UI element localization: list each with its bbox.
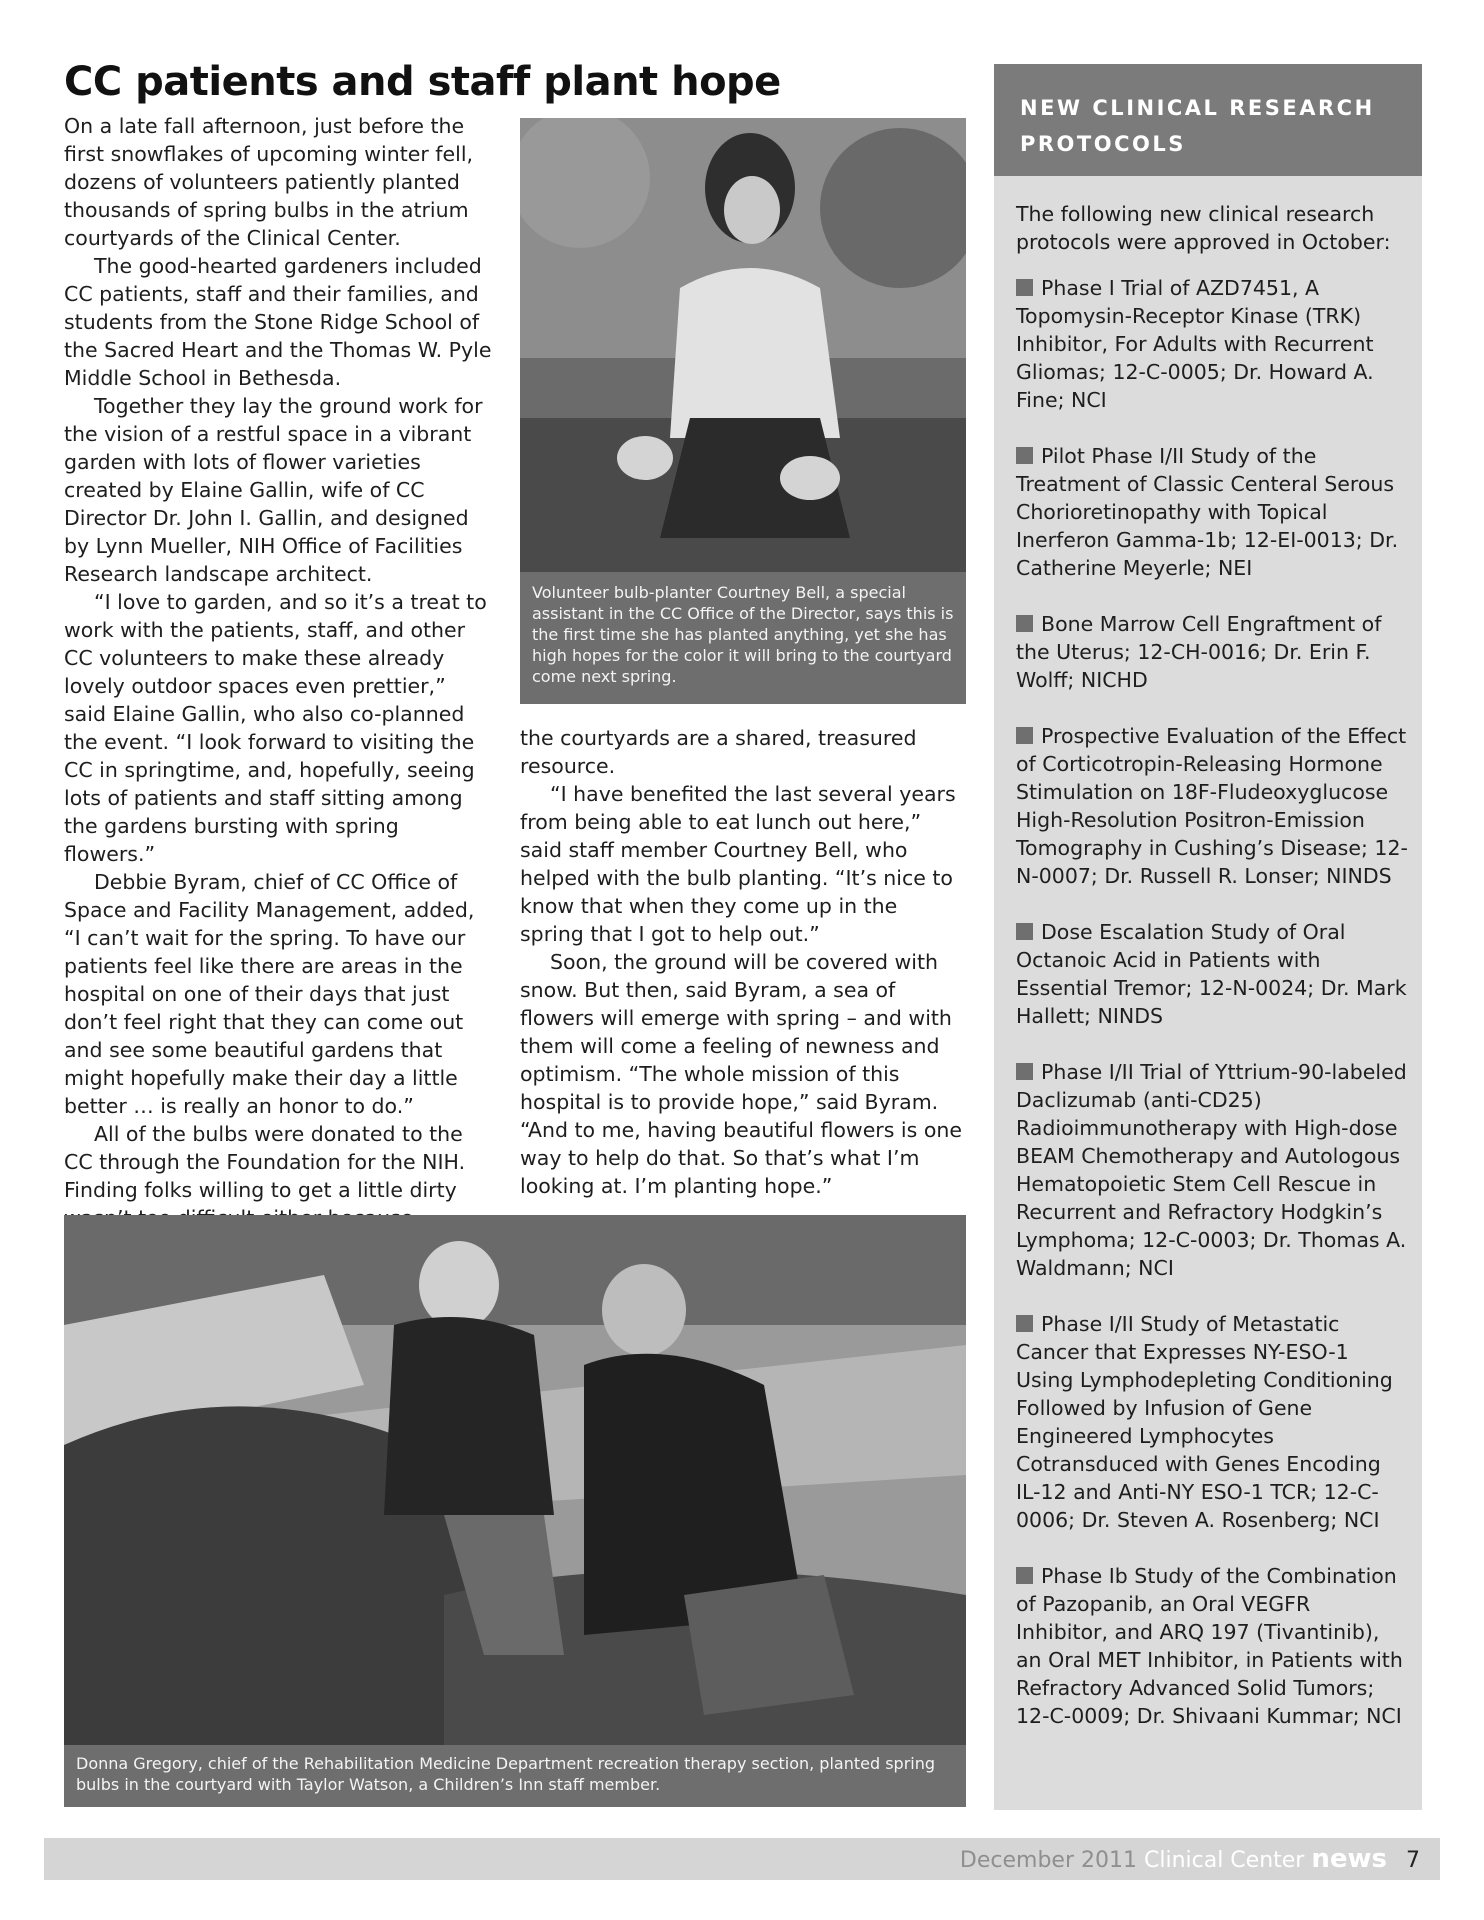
protocol-text: Bone Marrow Cell Engraftment of the Uterus; 12-CH-0016; Dr. Erin F. Wolff; NICHD xyxy=(1016,612,1382,692)
photo-volunteer-planting xyxy=(520,118,966,572)
article-paragraph: Debbie Byram, chief of CC Office of Space and Facility Management, added, “I can’t wait for the spring. To have our patients feel like there are areas in the hospital on one of their days that just don’t feel right that they can come out and see some beautiful gardens that might hopefully make their day a little better … is really an honor to do.” xyxy=(64,870,475,1118)
footer-date: December 2011 xyxy=(959,1848,1137,1873)
article-paragraph: “I love to garden, and so it’s a treat to work with the patients, staff, and other CC volunteers to make these already lovely outdoor spaces even prettier,” said Elaine Gallin, who also co-planned the event. “I look forward to visiting the CC in springtime, and, hopefully, seeing lots of patients and staff sitting among the gardens bursting with spring flowers.” xyxy=(64,590,487,866)
protocol-item xyxy=(1016,1562,1408,1730)
article-paragraph: Soon, the ground will be covered with snow. But then, said Byram, a sea of flowers will emerge with spring – and with them will come a feeling of newness and optimism. “The whole mission of this hospital is to provide hope,” said Byram. “And to me, having beautiful flowers is one way to help do that. So that’s what I’m looking at. I’m planting hope.” xyxy=(520,950,962,1198)
article-paragraph: “I have benefited the last several years from being able to eat lunch out here,” said staff member Courtney Bell, who helped with the bulb planting. “It’s nice to know that when they come up in the spring that I got to help out.” xyxy=(520,782,956,946)
protocol-text: Phase I Trial of AZD7451, A Topomysin-Receptor Kinase (TRK) Inhibitor, For Adults with Recurrent Gliomas; 12-C-0005; Dr. Howard A. Fine; NCI xyxy=(1016,276,1374,412)
protocol-text: Phase I/II Trial of Yttrium-90-labeled Daclizumab (anti-CD25) Radioimmunotherapy with High-dose BEAM Chemotherapy and Autologous Hematopoietic Stem Cell Rescue in Recurrent and Refractory Hodgkin’s Lymphoma; 12-C-0003; Dr. Thomas A. Waldmann; NCI xyxy=(1016,1060,1407,1280)
protocols-sidebar xyxy=(994,64,1422,1810)
square-bullet-icon xyxy=(1016,447,1033,464)
article-paragraph: On a late fall afternoon, just before the first snowflakes of upcoming winter fell, dozens of volunteers patiently planted thousands of spring bulbs in the atrium courtyards of the Clinical Center. xyxy=(64,114,474,250)
photo-illustration xyxy=(64,1215,966,1745)
square-bullet-icon xyxy=(1016,615,1033,632)
article-column-1 xyxy=(64,112,494,1232)
photo-caption-volunteer: Volunteer bulb-planter Courtney Bell, a special assistant in the CC Office of the Director, says this is the first time she has planted anything, yet she has high hopes for the color it will bring to the courtyard come next spring. xyxy=(520,572,966,704)
protocol-item xyxy=(1016,722,1408,890)
page-number: 7 xyxy=(1406,1848,1420,1873)
photo-courtyard-planting xyxy=(64,1215,966,1745)
photo-caption-courtyard: Donna Gregory, chief of the Rehabilitation Medicine Department recreation therapy section, planted spring bulbs in the courtyard with Taylor Watson, a Children’s Inn staff member. xyxy=(64,1745,966,1807)
square-bullet-icon xyxy=(1016,727,1033,744)
article-paragraph: The good-hearted gardeners included CC patients, staff and their families, and students from the Stone Ridge School of the Sacred Heart and the Thomas W. Pyle Middle School in Bethesda. xyxy=(64,254,492,390)
footer-publication: Clinical Center xyxy=(1143,1848,1305,1873)
article-paragraph: All of the bulbs were donated to the CC through the Foundation for the NIH. Finding folks willing to get a little dirty xyxy=(64,1122,466,1202)
protocol-text: Pilot Phase I/II Study of the Treatment of Classic Centeral Serous Chorioretinopathy with Topical Inerferon Gamma-1b; 12-EI-0013; Dr. Catherine Meyerle; NEI xyxy=(1016,444,1399,580)
sidebar-title: NEW CLINICAL RESEARCH PROTOCOLS xyxy=(994,64,1422,176)
square-bullet-icon xyxy=(1016,279,1033,296)
square-bullet-icon xyxy=(1016,1315,1033,1332)
protocol-item xyxy=(1016,274,1408,414)
protocol-item xyxy=(1016,1058,1408,1282)
square-bullet-icon xyxy=(1016,923,1033,940)
square-bullet-icon xyxy=(1016,1063,1033,1080)
protocol-text: Prospective Evaluation of the Effect of Corticotropin-Releasing Hormone Stimulation on 18F-Fludeoxyglucose High-Resolution Positron-Emission Tomography in Cushing’s Disease; 12-N-0007; Dr. Russell R. Lonser; NINDS xyxy=(1016,724,1408,888)
protocol-text: Phase I/II Study of Metastatic Cancer that Expresses NY-ESO-1 Using Lymphodepleting Conditioning Followed by Infusion of Gene Engineered Lymphocytes Cotransduced with Genes Encoding IL-12 and Anti-NY ESO-1 TCR; 12-C-0006; Dr. Steven A. Rosenberg; NCI xyxy=(1016,1312,1393,1532)
sidebar-intro: The following new clinical research protocols were approved in October: xyxy=(1016,202,1391,254)
protocol-item xyxy=(1016,610,1408,694)
article-paragraph: the courtyards are a shared, treasured resource. xyxy=(520,726,917,778)
protocol-item xyxy=(1016,442,1408,582)
protocol-text: Phase Ib Study of the Combination of Pazopanib, an Oral VEGFR Inhibitor, and ARQ 197 (Tivantinib), an Oral MET Inhibitor, in Patients with Refractory Advanced Solid Tumors; 12-C-0009; Dr. Shivaani Kummar; NCI xyxy=(1016,1564,1403,1728)
article-headline: CC patients and staff plant hope xyxy=(64,59,781,105)
protocol-list xyxy=(994,256,1422,1730)
page-footer xyxy=(44,1838,1440,1880)
protocol-item xyxy=(1016,1310,1408,1534)
protocol-text: Dose Escalation Study of Oral Octanoic Acid in Patients with Essential Tremor; 12-N-0024; Dr. Mark Hallett; NINDS xyxy=(1016,920,1407,1028)
square-bullet-icon xyxy=(1016,1567,1033,1584)
footer-text xyxy=(960,1842,1420,1878)
article-paragraph: Together they lay the ground work for the vision of a restful space in a vibrant garden with lots of flower varieties created by Elaine Gallin, wife of CC Director Dr. John I. Gallin, and designed by Lynn Mueller, NIH Office of Facilities Research landscape architect. xyxy=(64,394,483,586)
article-column-2 xyxy=(520,724,966,1200)
protocol-item xyxy=(1016,918,1408,1030)
photo-illustration xyxy=(520,118,966,572)
footer-news-logo: news xyxy=(1311,1844,1387,1874)
